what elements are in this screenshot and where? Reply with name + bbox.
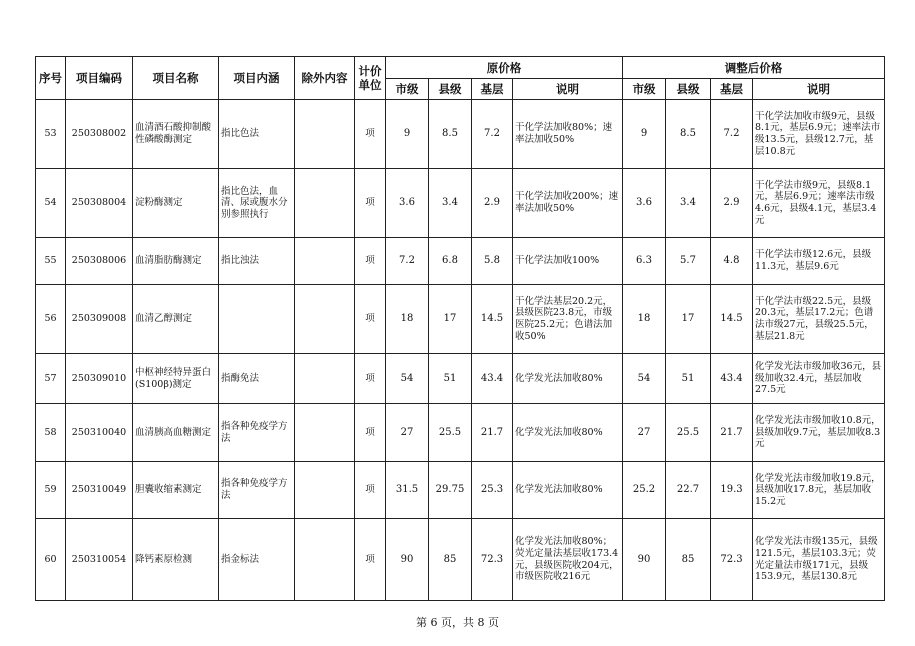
cell-adj-note: 干化学法市级22.5元，县级20.3元，基层17.2元；色谱法市级27元，县级25.5元，基层21.8元 [753, 285, 885, 354]
header-excluded: 除外内容 [295, 57, 355, 100]
cell-orig-city: 31.5 [386, 462, 429, 519]
cell-excluded [295, 462, 355, 519]
header-orig-note: 说明 [513, 79, 623, 100]
cell-orig-basic: 7.2 [472, 100, 513, 169]
header-seq: 序号 [36, 57, 66, 100]
cell-orig-city: 9 [386, 100, 429, 169]
cell-adj-basic: 7.2 [711, 100, 753, 169]
table-row [36, 519, 885, 601]
cell-name: 淀粉酶测定 [133, 169, 219, 238]
cell-seq: 58 [36, 404, 66, 462]
cell-excluded [295, 100, 355, 169]
cell-name: 中枢神经特异蛋白(S100β)测定 [133, 354, 219, 404]
cell-unit: 项 [355, 519, 386, 601]
cell-orig-note: 干化学法加收80%；速率法加收50% [513, 100, 623, 169]
cell-content: 指比色法，血清、尿或腹水分别参照执行 [219, 169, 295, 238]
cell-orig-county: 25.5 [429, 404, 472, 462]
cell-seq: 55 [36, 238, 66, 285]
cell-orig-county: 3.4 [429, 169, 472, 238]
cell-name: 血清胰高血糖测定 [133, 404, 219, 462]
cell-orig-city: 90 [386, 519, 429, 601]
cell-orig-city: 7.2 [386, 238, 429, 285]
cell-orig-note: 化学发光法加收80% [513, 462, 623, 519]
cell-unit: 项 [355, 100, 386, 169]
cell-seq: 56 [36, 285, 66, 354]
cell-code: 250309008 [66, 285, 133, 354]
table-row [36, 462, 885, 519]
header-original-price: 原价格 [386, 57, 623, 79]
cell-code: 250310054 [66, 519, 133, 601]
header-orig-basic: 基层 [472, 79, 513, 100]
cell-orig-basic: 43.4 [472, 354, 513, 404]
header-adjusted-price: 调整后价格 [623, 57, 885, 79]
cell-adj-city: 6.3 [623, 238, 666, 285]
cell-adj-basic: 14.5 [711, 285, 753, 354]
cell-orig-note: 干化学法基层20.2元，县级医院23.8元，市级医院25.2元；色谱法加收50% [513, 285, 623, 354]
cell-orig-county: 17 [429, 285, 472, 354]
cell-orig-city: 54 [386, 354, 429, 404]
cell-excluded [295, 404, 355, 462]
table-row [36, 169, 885, 238]
cell-adj-county: 22.7 [666, 462, 711, 519]
table-row [36, 238, 885, 285]
cell-content: 指酶免法 [219, 354, 295, 404]
cell-excluded [295, 169, 355, 238]
cell-adj-basic: 19.3 [711, 462, 753, 519]
cell-adj-county: 25.5 [666, 404, 711, 462]
cell-excluded [295, 354, 355, 404]
header-adj-city: 市级 [623, 79, 666, 100]
cell-name: 血清乙醇测定 [133, 285, 219, 354]
cell-orig-basic: 2.9 [472, 169, 513, 238]
cell-excluded [295, 285, 355, 354]
cell-code: 250308004 [66, 169, 133, 238]
cell-adj-city: 18 [623, 285, 666, 354]
cell-adj-county: 3.4 [666, 169, 711, 238]
cell-code: 250308002 [66, 100, 133, 169]
cell-unit: 项 [355, 285, 386, 354]
cell-name: 血清脂肪酶测定 [133, 238, 219, 285]
cell-unit: 项 [355, 354, 386, 404]
cell-seq: 53 [36, 100, 66, 169]
cell-orig-note: 化学发光法加收80% [513, 404, 623, 462]
cell-orig-note: 干化学法加收100% [513, 238, 623, 285]
cell-orig-county: 51 [429, 354, 472, 404]
cell-orig-county: 6.8 [429, 238, 472, 285]
table-row [36, 100, 885, 169]
cell-adj-city: 27 [623, 404, 666, 462]
header-adj-note: 说明 [753, 79, 885, 100]
cell-seq: 57 [36, 354, 66, 404]
cell-unit: 项 [355, 169, 386, 238]
cell-name: 胆囊收缩素测定 [133, 462, 219, 519]
cell-seq: 59 [36, 462, 66, 519]
cell-content: 指比色法 [219, 100, 295, 169]
cell-adj-basic: 43.4 [711, 354, 753, 404]
cell-adj-city: 3.6 [623, 169, 666, 238]
table-row [36, 404, 885, 462]
table-row [36, 354, 885, 404]
cell-adj-basic: 72.3 [711, 519, 753, 601]
cell-orig-city: 3.6 [386, 169, 429, 238]
cell-orig-county: 29.75 [429, 462, 472, 519]
cell-orig-basic: 5.8 [472, 238, 513, 285]
page-footer: 第 6 页，共 8 页 [416, 616, 499, 629]
cell-orig-county: 8.5 [429, 100, 472, 169]
cell-orig-note: 化学发光法加收80% [513, 354, 623, 404]
cell-adj-county: 5.7 [666, 238, 711, 285]
header-adj-county: 县级 [666, 79, 711, 100]
cell-orig-city: 27 [386, 404, 429, 462]
cell-adj-note: 干化学法市级9元，县级8.1元，基层6.9元；速率法市级4.6元，县级4.1元，基层3.4元 [753, 169, 885, 238]
cell-code: 250309010 [66, 354, 133, 404]
cell-adj-note: 化学发光法市级加收36元，县级加收32.4元，基层加收27.5元 [753, 354, 885, 404]
table-row [36, 285, 885, 354]
price-table [35, 56, 885, 601]
cell-adj-county: 51 [666, 354, 711, 404]
cell-content: 指各种免疫学方法 [219, 462, 295, 519]
cell-unit: 项 [355, 404, 386, 462]
cell-content: 指比浊法 [219, 238, 295, 285]
header-content: 项目内涵 [219, 57, 295, 100]
header-adj-basic: 基层 [711, 79, 753, 100]
cell-adj-city: 54 [623, 354, 666, 404]
cell-orig-basic: 21.7 [472, 404, 513, 462]
cell-adj-city: 9 [623, 100, 666, 169]
cell-adj-note: 化学发光法市级135元，县级121.5元，基层103.3元；荧光定量法市级171元，县级153.9元，基层130.8元 [753, 519, 885, 601]
cell-adj-basic: 2.9 [711, 169, 753, 238]
cell-code: 250308006 [66, 238, 133, 285]
cell-excluded [295, 519, 355, 601]
cell-name: 降钙素原检测 [133, 519, 219, 601]
cell-unit: 项 [355, 462, 386, 519]
header-name: 项目名称 [133, 57, 219, 100]
cell-adj-note: 化学发光法市级加收19.8元，县级加收17.8元，基层加收15.2元 [753, 462, 885, 519]
cell-content [219, 285, 295, 354]
cell-content: 指各种免疫学方法 [219, 404, 295, 462]
cell-orig-basic: 72.3 [472, 519, 513, 601]
cell-orig-basic: 14.5 [472, 285, 513, 354]
cell-excluded [295, 238, 355, 285]
cell-adj-note: 干化学法市级12.6元，县级11.3元，基层9.6元 [753, 238, 885, 285]
cell-adj-basic: 4.8 [711, 238, 753, 285]
cell-adj-basic: 21.7 [711, 404, 753, 462]
cell-unit: 项 [355, 238, 386, 285]
cell-name: 血清酒石酸抑制酸性磷酸酶测定 [133, 100, 219, 169]
cell-code: 250310049 [66, 462, 133, 519]
cell-adj-city: 25.2 [623, 462, 666, 519]
cell-orig-note: 化学发光法加收80%；荧光定量法基层收173.4元，县级医院收204元，市级医院收216元 [513, 519, 623, 601]
header-code: 项目编码 [66, 57, 133, 100]
cell-code: 250310040 [66, 404, 133, 462]
cell-adj-note: 化学发光法市级加收10.8元，县级加收9.7元，基层加收8.3元 [753, 404, 885, 462]
cell-orig-basic: 25.3 [472, 462, 513, 519]
cell-adj-county: 85 [666, 519, 711, 601]
cell-seq: 54 [36, 169, 66, 238]
header-unit: 计价单位 [355, 57, 386, 100]
cell-adj-county: 8.5 [666, 100, 711, 169]
header-orig-county: 县级 [429, 79, 472, 100]
cell-orig-city: 18 [386, 285, 429, 354]
cell-adj-county: 17 [666, 285, 711, 354]
cell-orig-county: 85 [429, 519, 472, 601]
cell-seq: 60 [36, 519, 66, 601]
cell-adj-city: 90 [623, 519, 666, 601]
header-orig-city: 市级 [386, 79, 429, 100]
cell-content: 指金标法 [219, 519, 295, 601]
cell-adj-note: 干化学法加收市级9元，县级8.1元，基层6.9元；速率法市级13.5元，县级12.7元，基层10.8元 [753, 100, 885, 169]
cell-orig-note: 干化学法加收200%；速率法加收50% [513, 169, 623, 238]
